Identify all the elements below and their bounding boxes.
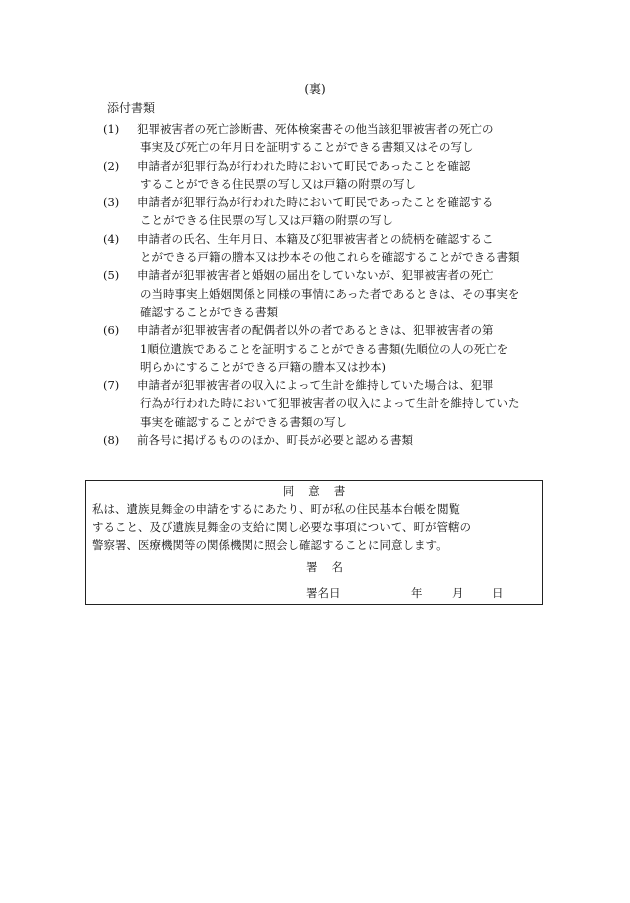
signed-date-label: 署名日	[306, 586, 341, 600]
item-text	[137, 321, 551, 376]
item-text	[137, 376, 551, 431]
item-text	[137, 193, 551, 230]
attachment-item-6	[103, 321, 551, 376]
signature-label: 署名	[306, 560, 357, 574]
item-text	[137, 230, 551, 267]
attachment-item-5	[103, 266, 551, 321]
attachments-list	[103, 120, 551, 449]
item-line: 事実を確認することができる書類の写し	[140, 414, 347, 429]
item-number: (8)	[103, 433, 120, 448]
item-line: ことができる住民票の写し又は戸籍の附票の写し	[140, 213, 393, 228]
item-line: 犯罪被害者の死亡診断書、死体検案書その他当該犯罪被害者の死亡の	[137, 122, 494, 136]
item-text	[137, 157, 551, 194]
date-year-label: 年	[411, 586, 423, 600]
item-line: することができる住民票の写し又は戸籍の附票の写し	[140, 176, 416, 191]
item-line: 申請者が犯罪行為が行われた時において町民であったことを確認する	[137, 195, 494, 210]
consent-body	[92, 500, 538, 554]
item-line: 事実及び死亡の年月日を証明することができる書類又はその写し	[140, 140, 474, 155]
item-number: (1)	[103, 122, 120, 136]
item-line: の当時事実上婚姻関係と同様の事情にあった者であるときは、その事実を	[140, 286, 520, 301]
item-line: 申請者が犯罪行為が行われた時において町民であったことを確認	[137, 158, 471, 173]
consent-box	[85, 480, 543, 605]
item-line: 申請者が犯罪被害者と婚姻の届出をしていないが、犯罪被害者の死亡	[137, 268, 494, 283]
page-heading: (裏)	[304, 82, 326, 96]
item-line: 前各号に掲げるもののほか、町長が必要と認める書類	[137, 433, 413, 448]
item-line: 行為が行われた時において犯罪被害者の収入によって生計を維持していた	[140, 396, 520, 411]
attachment-item-1	[103, 120, 551, 157]
consent-title: 同意書	[282, 484, 360, 498]
attachment-item-3	[103, 193, 551, 230]
item-line: 明らかにすることができる戸籍の謄本又は抄本)	[140, 359, 386, 374]
consent-line: 警察署、医療機関等の関係機関に照会し確認することに同意します。	[92, 538, 448, 552]
item-line: 申請者が犯罪被害者の配偶者以外の者であるときは、犯罪被害者の第	[137, 323, 494, 338]
item-number: (7)	[103, 378, 120, 393]
consent-line: 私は、遺族見舞金の申請をするにあたり、町が私の住民基本台帳を閲覧	[92, 502, 460, 516]
attachments-title: 添付書類	[107, 101, 156, 115]
item-number: (3)	[103, 195, 120, 210]
item-text	[137, 431, 551, 449]
attachment-item-8	[103, 431, 551, 449]
attachment-item-2	[103, 157, 551, 194]
item-number: (2)	[103, 158, 120, 173]
attachment-item-4	[103, 230, 551, 267]
item-line: とができる戸籍の謄本又は抄本その他これらを確認することができる書類	[140, 250, 520, 265]
item-line: 確認することができる書類	[140, 304, 278, 319]
item-text	[137, 266, 551, 321]
date-day-label: 日	[492, 586, 504, 600]
item-text	[137, 120, 551, 157]
date-month-label: 月	[452, 586, 464, 600]
item-number: (6)	[103, 323, 120, 338]
item-number: (5)	[103, 268, 120, 283]
item-line: 申請者の氏名、生年月日、本籍及び犯罪被害者との続柄を確認するこ	[137, 231, 494, 246]
item-line: 申請者が犯罪被害者の収入によって生計を維持していた場合は、犯罪	[137, 378, 494, 393]
attachment-item-7	[103, 376, 551, 431]
item-number: (4)	[103, 231, 120, 246]
consent-line: すること、及び遺族見舞金の支給に関し必要な事項について、町が管轄の	[92, 520, 472, 534]
item-line: 1順位遺族であることを証明することができる書類(先順位の人の死亡を	[140, 341, 509, 356]
